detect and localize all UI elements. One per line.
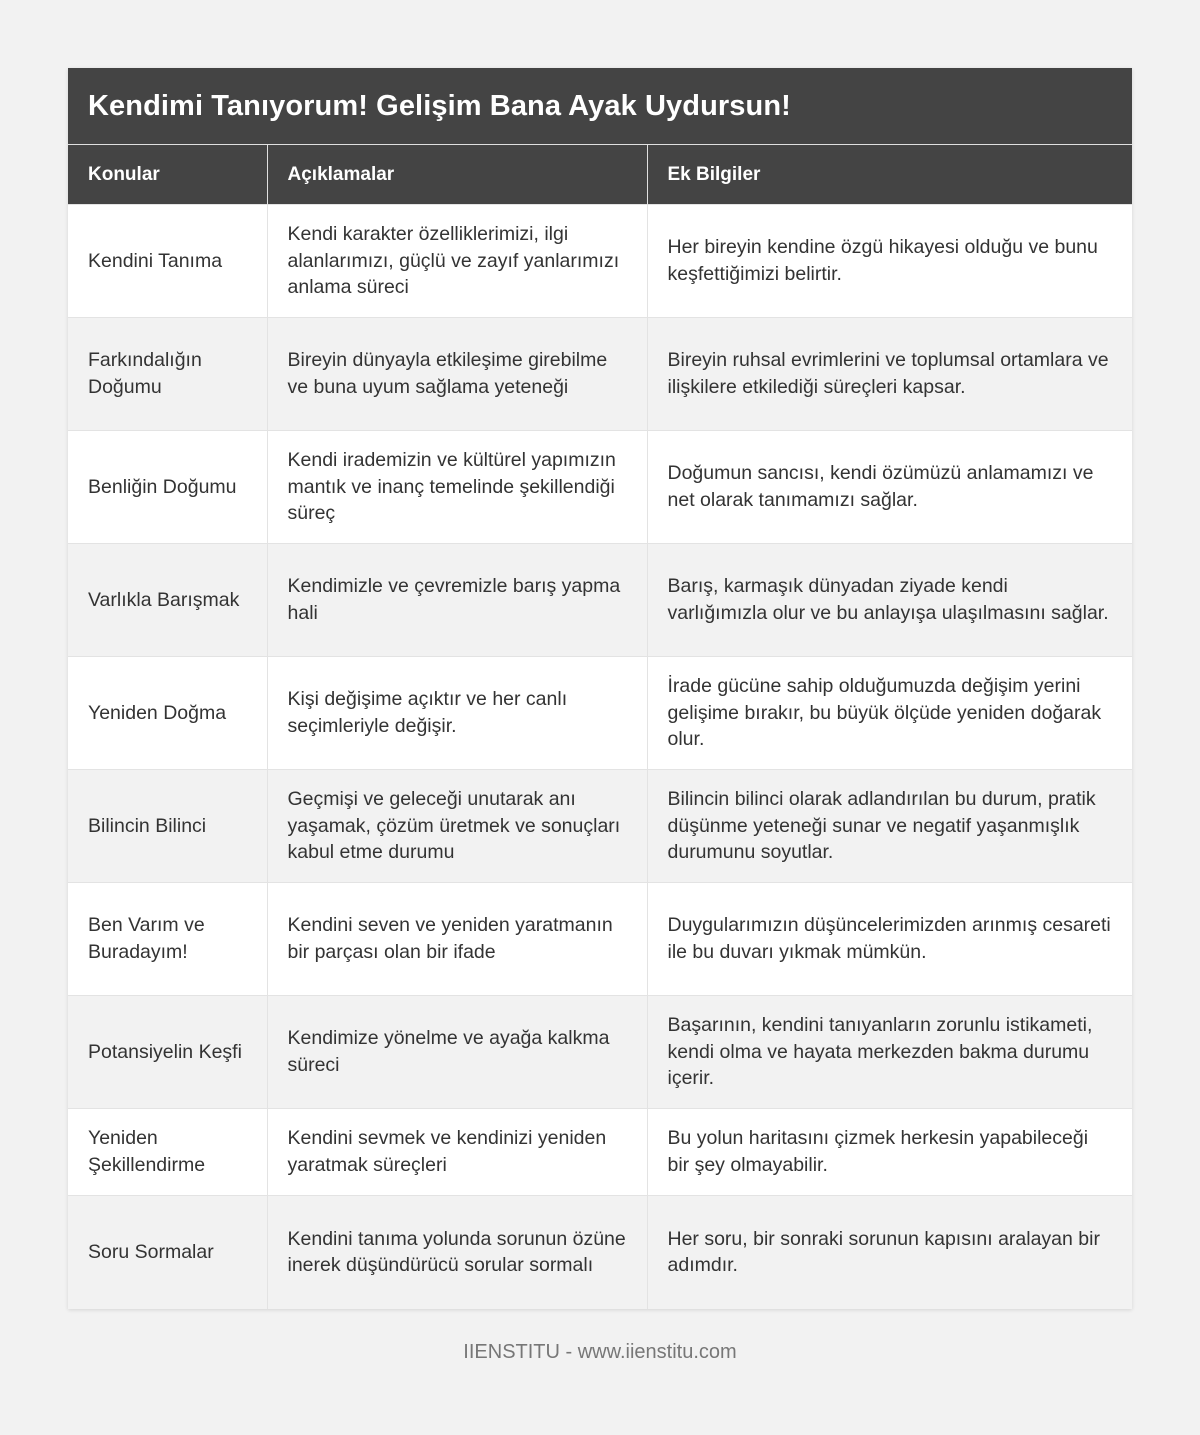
extra-info-cell: Barış, karmaşık dünyadan ziyade kendi varlığımızla olur ve bu anlayışa ulaşılmasını sağlar.: [647, 544, 1132, 657]
topic-cell: Benliğin Doğumu: [68, 431, 267, 544]
extra-info-cell: Bireyin ruhsal evrimlerini ve toplumsal ortamlara ve ilişkilere etkilediği süreçleri kapsar.: [647, 318, 1132, 431]
description-cell: Kendini seven ve yeniden yaratmanın bir parçası olan bir ifade: [267, 883, 647, 996]
table-row: [68, 318, 1132, 431]
extra-info-cell: Her soru, bir sonraki sorunun kapısını aralayan bir adımdır.: [647, 1196, 1132, 1309]
description-cell: Kendimize yönelme ve ayağa kalkma süreci: [267, 996, 647, 1109]
topic-cell: Bilincin Bilinci: [68, 770, 267, 883]
topic-cell: Yeniden Doğma: [68, 657, 267, 770]
column-header-descriptions: Açıklamalar: [267, 145, 647, 205]
description-cell: Kişi değişime açıktır ve her canlı seçimleriyle değişir.: [267, 657, 647, 770]
topic-cell: Farkındalığın Doğumu: [68, 318, 267, 431]
topic-cell: Yeniden Şekillendirme: [68, 1109, 267, 1196]
description-cell: Geçmişi ve geleceği unutarak anı yaşamak, çözüm üretmek ve sonuçları kabul etme durumu: [267, 770, 647, 883]
topic-cell: Varlıkla Barışmak: [68, 544, 267, 657]
table-card: [68, 68, 1132, 1309]
description-cell: Kendi irademizin ve kültürel yapımızın mantık ve inanç temelinde şekillendiği süreç: [267, 431, 647, 544]
extra-info-cell: Duygularımızın düşüncelerimizden arınmış cesareti ile bu duvarı yıkmak mümkün.: [647, 883, 1132, 996]
table-row: [68, 996, 1132, 1109]
title-bar: [68, 68, 1132, 144]
extra-info-cell: Bilincin bilinci olarak adlandırılan bu durum, pratik düşünme yeteneği sunar ve negatif yaşanmışlık durumunu soyutlar.: [647, 770, 1132, 883]
column-header-topics: Konular: [68, 145, 267, 205]
description-cell: Kendimizle ve çevremizle barış yapma hali: [267, 544, 647, 657]
topic-cell: Ben Varım ve Buradayım!: [68, 883, 267, 996]
table-row: [68, 205, 1132, 318]
table-row: [68, 544, 1132, 657]
extra-info-cell: İrade gücüne sahip olduğumuzda değişim yerini gelişime bırakır, bu büyük ölçüde yeniden doğarak olur.: [647, 657, 1132, 770]
description-cell: Bireyin dünyayla etkileşime girebilme ve buna uyum sağlama yeteneği: [267, 318, 647, 431]
column-header-extra-info: Ek Bilgiler: [647, 145, 1132, 205]
table-row: [68, 1196, 1132, 1309]
header-row: [68, 145, 1132, 205]
extra-info-cell: Başarının, kendini tanıyanların zorunlu istikameti, kendi olma ve hayata merkezden bakma durumu içerir.: [647, 996, 1132, 1109]
table-row: [68, 657, 1132, 770]
extra-info-cell: Her bireyin kendine özgü hikayesi olduğu ve bunu keşfettiğimizi belirtir.: [647, 205, 1132, 318]
page-title: Kendimi Tanıyorum! Gelişim Bana Ayak Uydursun!: [88, 89, 791, 122]
description-cell: Kendi karakter özelliklerimizi, ilgi alanlarımızı, güçlü ve zayıf yanlarımızı anlama süreci: [267, 205, 647, 318]
extra-info-cell: Doğumun sancısı, kendi özümüzü anlamamızı ve net olarak tanımamızı sağlar.: [647, 431, 1132, 544]
table-row: [68, 883, 1132, 996]
topic-cell: Soru Sormalar: [68, 1196, 267, 1309]
description-cell: Kendini tanıma yolunda sorunun özüne inerek düşündürücü sorular sormalı: [267, 1196, 647, 1309]
topic-cell: Kendini Tanıma: [68, 205, 267, 318]
topics-table: [68, 144, 1132, 1309]
table-row: [68, 431, 1132, 544]
extra-info-cell: Bu yolun haritasını çizmek herkesin yapabileceği bir şey olmayabilir.: [647, 1109, 1132, 1196]
table-row: [68, 1109, 1132, 1196]
table-row: [68, 770, 1132, 883]
description-cell: Kendini sevmek ve kendinizi yeniden yaratmak süreçleri: [267, 1109, 647, 1196]
footer-credit: IIENSTITU - www.iienstitu.com: [463, 1341, 737, 1363]
topic-cell: Potansiyelin Keşfi: [68, 996, 267, 1109]
